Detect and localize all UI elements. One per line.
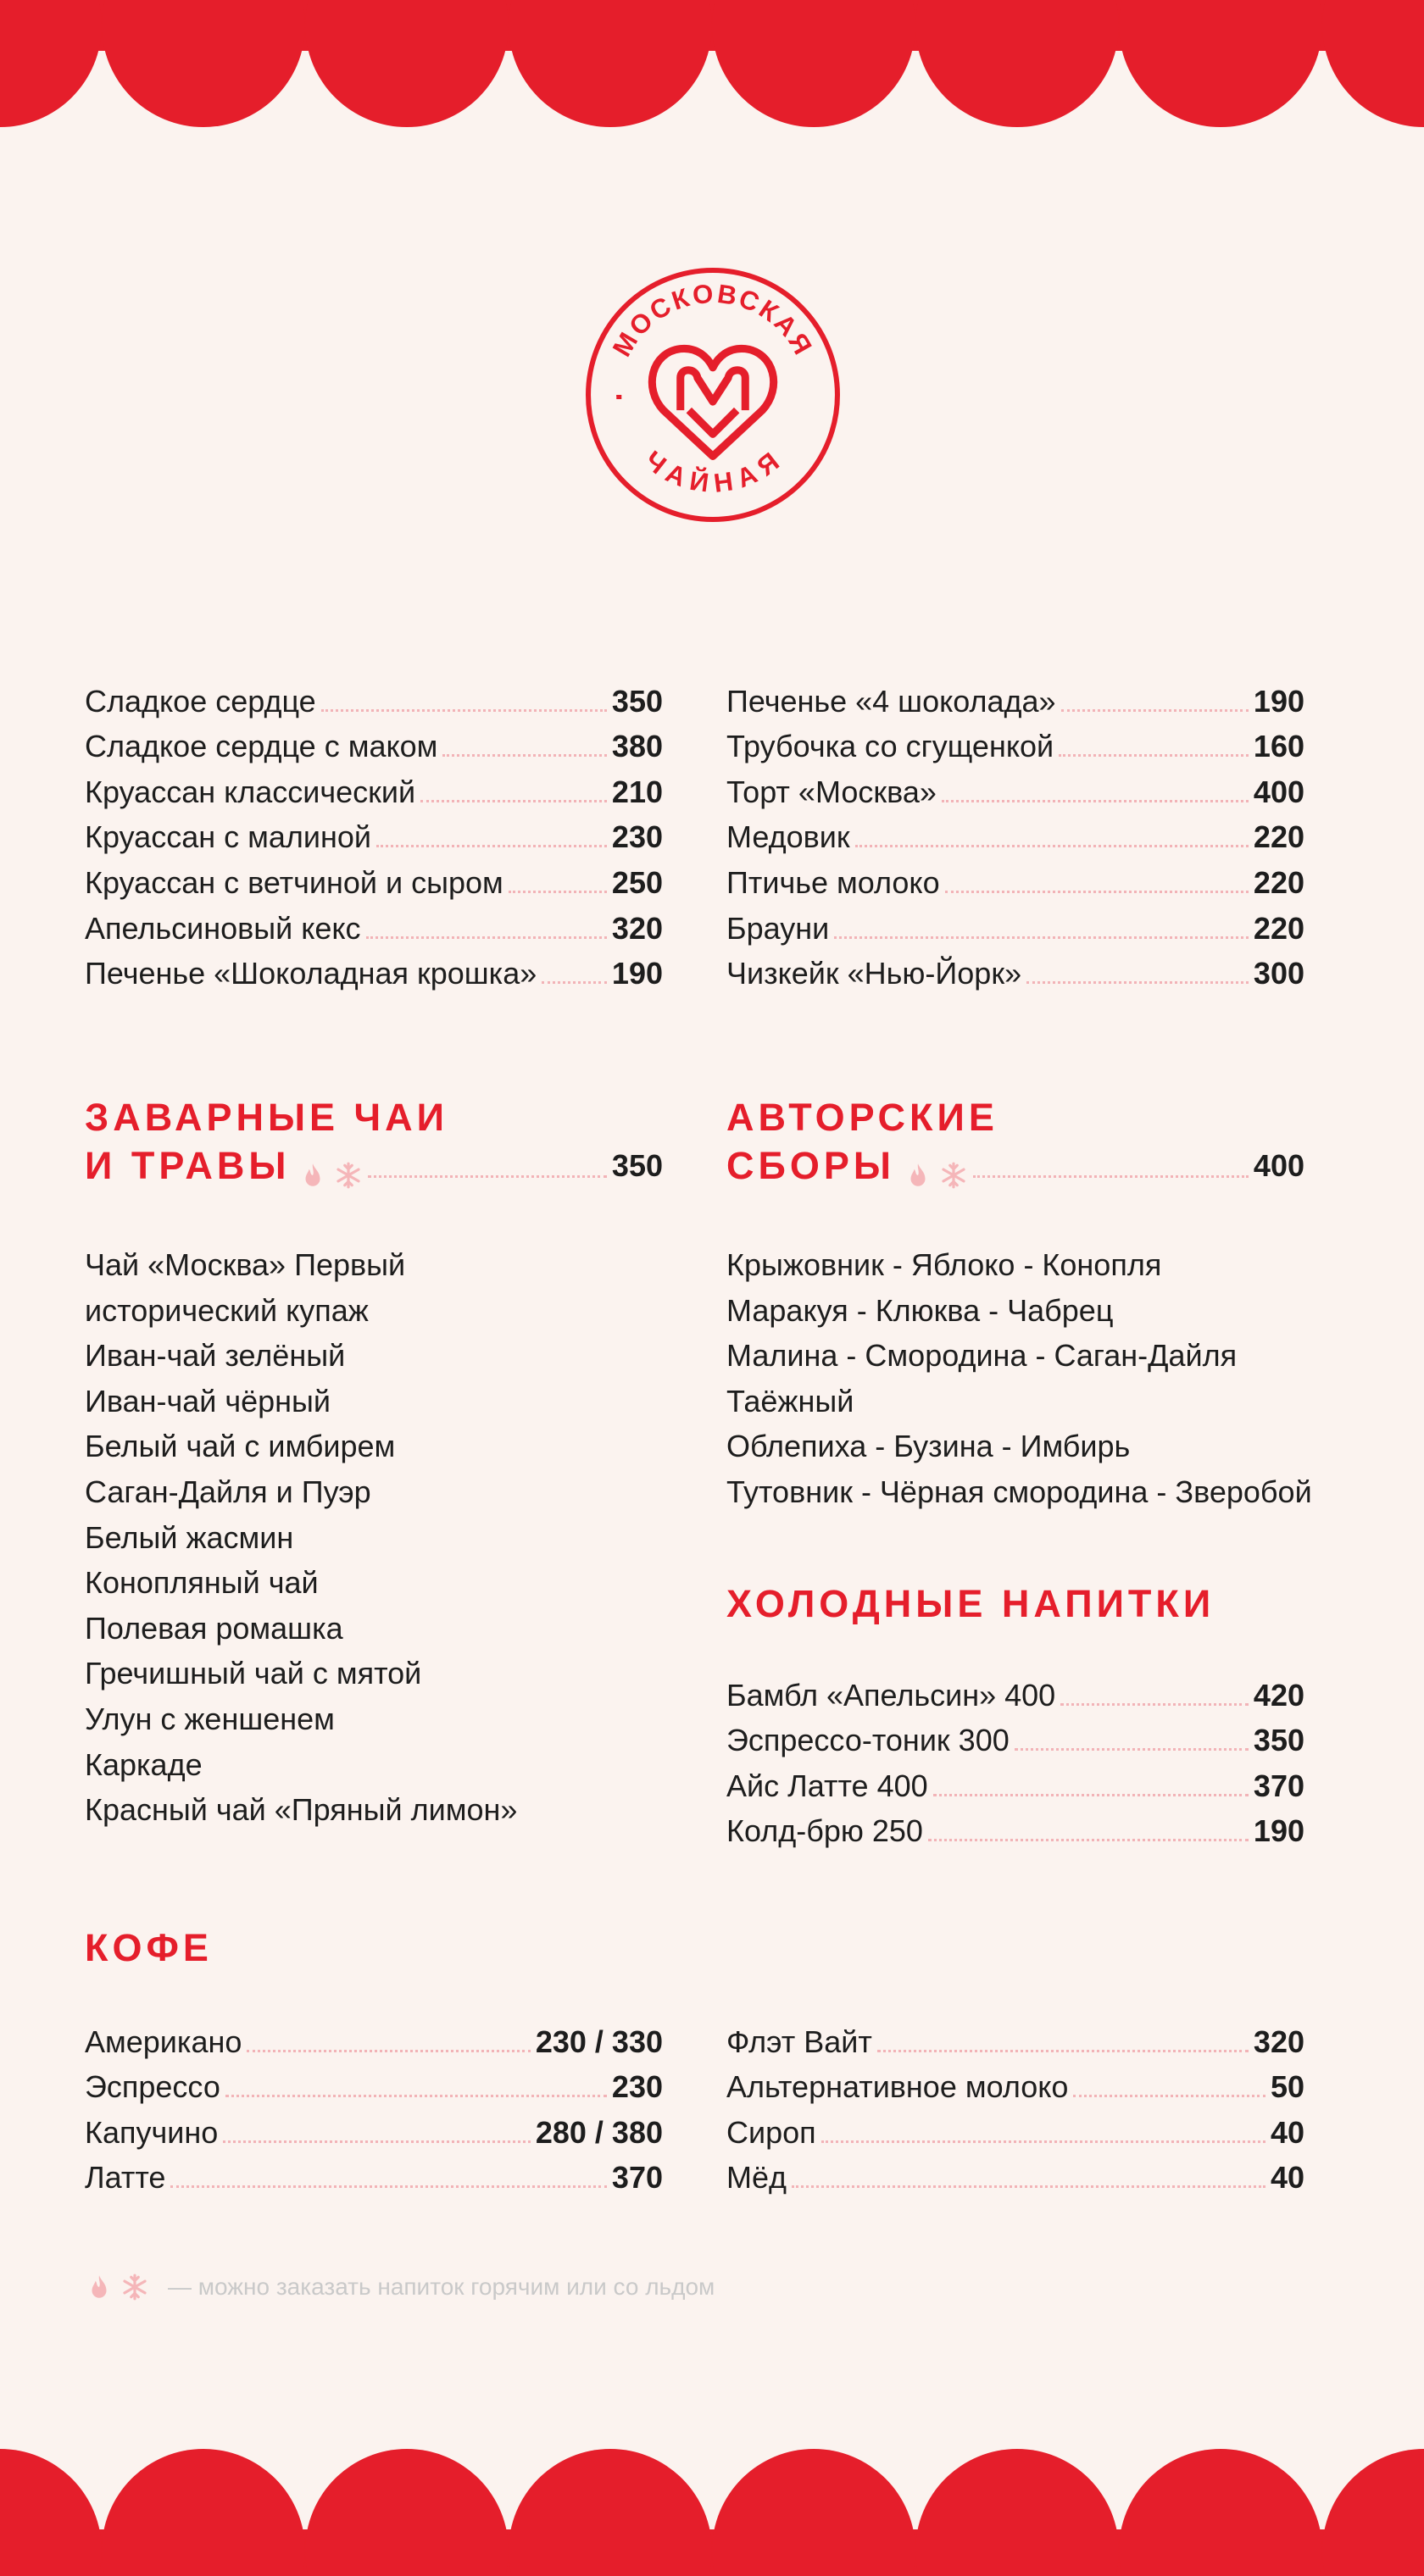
item-price: 220 xyxy=(1253,819,1304,855)
dot-leader xyxy=(834,936,1249,939)
dot-leader xyxy=(1026,981,1249,984)
menu-item xyxy=(85,902,663,947)
item-price: 300 xyxy=(1253,956,1304,991)
item-price: 40 xyxy=(1270,2114,1304,2150)
menu-item xyxy=(85,2106,663,2151)
list-item: Чай «Москва» Первый xyxy=(85,1247,406,1282)
item-name: Апельсиновый кекс xyxy=(85,910,361,946)
dot-leader xyxy=(376,845,607,847)
section-price: 400 xyxy=(1253,1148,1304,1183)
coffee-right-list xyxy=(726,2015,1304,2196)
menu-item xyxy=(85,856,663,902)
dot-leader xyxy=(321,709,607,712)
list-item: Саган-Дайля и Пуэр xyxy=(85,1474,371,1509)
menu-item xyxy=(85,720,663,766)
logo-bottom-text: ЧАЙНАЯ xyxy=(638,445,787,498)
item-name: Эспрессо-тоник 300 xyxy=(726,1723,1010,1758)
dot-leader xyxy=(170,2185,606,2188)
item-name: Альтернативное молоко xyxy=(726,2069,1069,2105)
cold-drinks-section xyxy=(726,1579,1304,1850)
fire-icon xyxy=(904,1161,932,1190)
desserts-left-list xyxy=(85,675,663,992)
section-title: ХОЛОДНЫЕ НАПИТКИ xyxy=(726,1582,1215,1625)
item-name: Сироп xyxy=(726,2114,816,2150)
list-item: Белый чай с имбирем xyxy=(85,1429,396,1464)
item-name: Флэт Вайт xyxy=(726,2024,872,2059)
tea-list xyxy=(85,1242,663,1833)
item-name: Бамбл «Апельсин» 400 xyxy=(726,1677,1056,1713)
menu-item xyxy=(85,675,663,720)
item-price: 190 xyxy=(1253,1813,1304,1849)
menu-item xyxy=(85,765,663,811)
menu-item xyxy=(726,2106,1304,2151)
list-item: Крыжовник - Яблоко - Конопля xyxy=(726,1247,1162,1282)
item-name: Круассан классический xyxy=(85,774,416,809)
menu-item xyxy=(726,1714,1304,1760)
list-item: Гречишный чай с мятой xyxy=(85,1656,422,1691)
item-price: 230 xyxy=(611,2069,663,2105)
item-name: Птичье молоко xyxy=(726,864,940,900)
item-name: Печенье «Шоколадная крошка» xyxy=(85,956,537,991)
dot-leader xyxy=(509,891,607,893)
snowflake-icon xyxy=(120,2273,149,2301)
list-item: исторический купаж xyxy=(85,1292,369,1328)
dot-leader xyxy=(928,1839,1249,1841)
list-item: Белый жасмин xyxy=(85,1519,294,1555)
item-price: 210 xyxy=(611,774,663,809)
item-name: Торт «Москва» xyxy=(726,774,937,809)
menu-item xyxy=(726,2151,1304,2197)
item-name: Американо xyxy=(85,2024,242,2059)
list-item: Иван-чай чёрный xyxy=(85,1383,331,1418)
footnote-text: — можно заказать напиток горячим или со льдом xyxy=(168,2273,715,2300)
dot-leader xyxy=(821,2140,1265,2143)
list-item: Улун с женшенем xyxy=(85,1701,335,1736)
list-item: Конопляный чай xyxy=(85,1565,319,1601)
item-price: 50 xyxy=(1270,2069,1304,2105)
item-price: 280 / 380 xyxy=(535,2114,663,2150)
dot-leader xyxy=(1060,1703,1249,1706)
menu-item xyxy=(726,765,1304,811)
section-title-price-row xyxy=(85,1141,663,1190)
item-name: Трубочка со сгущенкой xyxy=(726,729,1054,764)
dot-leader xyxy=(225,2095,607,2097)
item-price: 320 xyxy=(611,910,663,946)
menu-item xyxy=(726,720,1304,766)
menu-item xyxy=(85,947,663,993)
section-title-line2: И ТРАВЫ xyxy=(85,1144,291,1187)
dot-leader xyxy=(1059,754,1249,757)
menu-item xyxy=(726,1668,1304,1714)
item-price: 420 xyxy=(1253,1677,1304,1713)
item-price: 160 xyxy=(1253,729,1304,764)
coffee-title: КОФЕ xyxy=(85,1926,213,1969)
menu-item xyxy=(85,2061,663,2107)
dot-leader xyxy=(366,936,607,939)
menu-item xyxy=(726,811,1304,857)
hot-cold-icons xyxy=(85,2273,149,2301)
dot-leader xyxy=(247,2050,530,2052)
item-name: Сладкое сердце с маком xyxy=(85,729,438,764)
top-scallop-border xyxy=(0,0,1424,127)
item-name: Чизкейк «Нью-Йорк» xyxy=(726,956,1022,991)
menu-item xyxy=(726,947,1304,993)
footnote xyxy=(85,2273,715,2301)
list-item: Иван-чай зелёный xyxy=(85,1338,346,1374)
menu-item xyxy=(726,2061,1304,2107)
dot-leader xyxy=(442,754,607,757)
item-name: Круассан с ветчиной и сыром xyxy=(85,864,503,900)
dot-leader xyxy=(973,1175,1249,1178)
brewed-teas-section xyxy=(85,1093,663,1833)
item-name: Брауни xyxy=(726,910,830,946)
dot-leader xyxy=(368,1175,606,1178)
item-price: 350 xyxy=(611,683,663,719)
item-price: 250 xyxy=(611,864,663,900)
list-item: Маракуя - Клюква - Чабрец xyxy=(726,1292,1114,1328)
menu-item xyxy=(85,2151,663,2197)
item-price: 190 xyxy=(1253,683,1304,719)
dot-leader xyxy=(1015,1748,1249,1751)
item-price: 230 / 330 xyxy=(535,2024,663,2059)
hot-cold-icons xyxy=(904,1161,968,1190)
item-price: 220 xyxy=(1253,910,1304,946)
item-name: Медовик xyxy=(726,819,850,855)
dot-leader xyxy=(942,800,1249,802)
dot-leader xyxy=(420,800,607,802)
list-item: Красный чай «Пряный лимон» xyxy=(85,1792,518,1828)
item-price: 380 xyxy=(611,729,663,764)
coffee-left-list xyxy=(85,2015,663,2196)
item-name: Латте xyxy=(85,2160,166,2196)
section-title-line2: СБОРЫ xyxy=(726,1144,895,1187)
menu-item xyxy=(85,2015,663,2061)
fire-icon xyxy=(298,1161,327,1190)
item-price: 350 xyxy=(1253,1723,1304,1758)
dot-leader xyxy=(542,981,607,984)
item-name: Капучино xyxy=(85,2114,219,2150)
blend-list xyxy=(726,1242,1312,1515)
dot-leader xyxy=(223,2140,531,2143)
cold-drinks-list xyxy=(726,1668,1304,1850)
menu-item xyxy=(726,856,1304,902)
logo-top-text: МОСКОВСКАЯ xyxy=(606,278,820,362)
item-name: Айс Латте 400 xyxy=(726,1768,928,1803)
item-price: 370 xyxy=(611,2160,663,2196)
item-price: 370 xyxy=(1253,1768,1304,1803)
item-name: Мёд xyxy=(726,2160,787,2196)
dot-leader xyxy=(933,1794,1249,1796)
section-title: ЗАВАРНЫЕ ЧАИ xyxy=(85,1096,448,1139)
menu-item xyxy=(726,675,1304,720)
snowflake-icon xyxy=(939,1161,968,1190)
fire-icon xyxy=(85,2273,114,2301)
item-price: 40 xyxy=(1270,2160,1304,2196)
dot-leader xyxy=(1073,2095,1265,2097)
dot-leader xyxy=(877,2050,1249,2052)
item-price: 230 xyxy=(611,819,663,855)
menu-item xyxy=(726,1805,1304,1851)
item-price: 220 xyxy=(1253,864,1304,900)
snowflake-icon xyxy=(334,1161,363,1190)
section-title: АВТОРСКИЕ xyxy=(726,1096,998,1139)
list-item: Таёжный xyxy=(726,1383,854,1418)
desserts-right-list xyxy=(726,675,1304,992)
menu-item xyxy=(726,2015,1304,2061)
logo-emblem xyxy=(585,267,841,523)
list-item: Облепиха - Бузина - Имбирь xyxy=(726,1429,1131,1464)
heart-m-mark xyxy=(652,348,773,456)
item-price: 320 xyxy=(1253,2024,1304,2059)
item-price: 400 xyxy=(1253,774,1304,809)
hot-cold-icons xyxy=(298,1161,363,1190)
author-blends-section xyxy=(726,1093,1312,1515)
list-item: Тутовник - Чёрная смородина - Зверобой xyxy=(726,1474,1312,1509)
dot-leader xyxy=(855,845,1249,847)
menu-item xyxy=(85,811,663,857)
section-price: 350 xyxy=(611,1148,663,1183)
item-name: Сладкое сердце xyxy=(85,683,316,719)
list-item: Полевая ромашка xyxy=(85,1610,343,1646)
item-price: 190 xyxy=(611,956,663,991)
menu-item xyxy=(726,1759,1304,1805)
dot-leader xyxy=(792,2185,1265,2188)
section-title-price-row xyxy=(726,1141,1304,1190)
bottom-scallop-border xyxy=(0,2449,1424,2576)
list-item: Каркаде xyxy=(85,1746,203,1782)
item-name: Эспрессо xyxy=(85,2069,220,2105)
dot-leader xyxy=(1061,709,1249,712)
list-item: Малина - Смородина - Саган-Дайля xyxy=(726,1338,1238,1374)
dot-leader xyxy=(945,891,1249,893)
item-name: Колд-брю 250 xyxy=(726,1813,923,1849)
item-name: Круассан с малиной xyxy=(85,819,372,855)
item-name: Печенье «4 шоколада» xyxy=(726,683,1056,719)
menu-item xyxy=(726,902,1304,947)
